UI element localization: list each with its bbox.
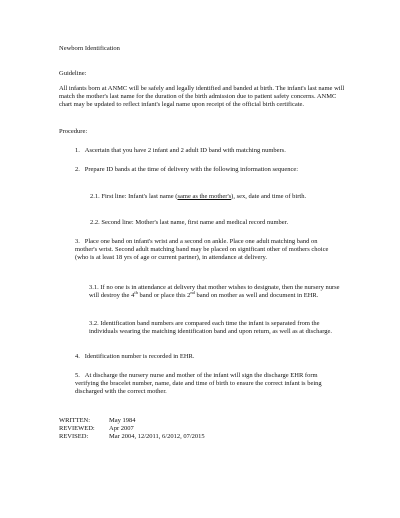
superscript: nd [190, 290, 195, 296]
step-text: Identification number is recorded in EHR. [84, 353, 195, 360]
reviewed-value: Apr 2007 [109, 425, 134, 433]
guideline-heading: Guideline: [59, 70, 87, 77]
step-text: Place one band on infant's wrist and a second on ankle. Place one adult matching band on mother's wrist. Second adult matching band may be placed on significant other of mothers choice (who is at least 18 yrs of age or current partner), in attendance at delivery. [75, 238, 329, 262]
superscript: th [134, 290, 138, 296]
revised-value: Mar 2004, 12/2011, 6/2012, 07/2015 [109, 433, 205, 441]
step-number: 5. [75, 372, 80, 379]
step-2-2: 2.2. Second line: Mother's last name, first name and medical record number. [90, 219, 289, 226]
signoff-block [59, 417, 345, 442]
step-text: Prepare ID bands at the time of delivery with the following information sequence: [84, 166, 299, 173]
procedure-heading: Procedure: [59, 128, 88, 135]
written-value: May 1984 [109, 417, 136, 424]
step-number: 4. [75, 353, 80, 360]
step-3-1 [89, 284, 343, 300]
step-number: 1. [75, 147, 80, 154]
step-text: Ascertain that you have 2 infant and 2 adult ID band with matching numbers. [84, 147, 286, 154]
revised-row [59, 433, 345, 441]
step-text: band or place this 2 [137, 292, 191, 300]
reviewed-label: REVIEWED: [59, 425, 95, 433]
step-2 [75, 166, 341, 174]
step-4 [75, 353, 341, 361]
written-row [59, 417, 345, 425]
step-text: band on mother as well and document in EHR. [194, 292, 319, 300]
guideline-text: All infants born at ANMC will be safely and legally identified and banded at birth. The infant's last name will match the mother's last name for the duration of the birth admission due to patient safety concerns. ANMC chart may be updated to reflect infant's legal name upon receipt of the official birth certificate. [59, 85, 345, 109]
step-3-2: 3.2. Identification band numbers are compared each time the infant is separated from the individuals wearing the matching identification band and upon return, as well as at discharge. [89, 320, 333, 336]
written-label: WRITTEN: [59, 417, 91, 424]
step-5 [75, 372, 341, 397]
step-text: 3.1. If no one is in attendance at delivery that mother wishes to designate, then the nursery nurse will destroy the 4 [89, 284, 340, 300]
underlined-text: same as the mother's [177, 193, 232, 200]
step-number: 3. [75, 238, 80, 245]
step-2-1 [90, 193, 343, 201]
step-number: 2. [75, 166, 80, 173]
step-text: 2.1. First line: Infant's last name ( [90, 193, 178, 200]
step-3 [75, 238, 341, 263]
revised-label: REVISED: [59, 433, 89, 441]
document-title: Newborn Identification [59, 45, 120, 52]
step-text: ), sex, date and time of birth. [231, 193, 307, 200]
step-1 [75, 147, 341, 155]
reviewed-row [59, 425, 345, 433]
step-text: At discharge the nursery nurse and mother of the infant will sign the discharge EHR form verifying the bracelet number, name, date and time of birth to ensure the correct infant is being discharged with the correct mother. [75, 372, 322, 396]
